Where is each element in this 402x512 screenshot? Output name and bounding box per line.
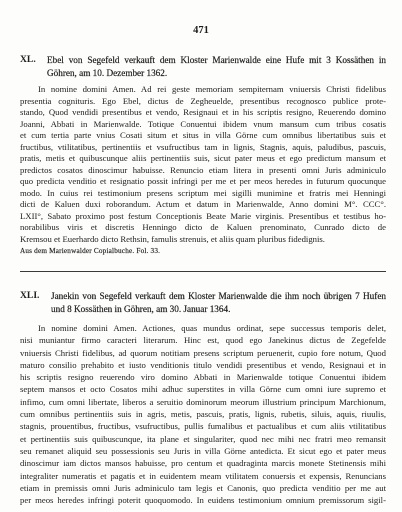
body-line: septem mansos et octo Cosatos mihi adhuc superstites in villa Görne cum omni iure supremo et — [20, 384, 386, 395]
body-line: etiam in premissis omni Juris adminiculo tam legis et Canonis, quo predicta venditio per me aut — [20, 482, 386, 493]
body-line: In nomine domini Amen. Ad rei geste memoriam sempiternam vniuersis Christi fidelibus — [38, 84, 386, 94]
section-number: XL. — [20, 54, 36, 65]
page-number: 471 — [193, 25, 209, 36]
body-line: pratis, metis et quibuscunque aliis pertinentiis suis, sicut pater meus et ego predictum mansum et — [20, 153, 386, 163]
body-line: vniuersis Christi fidelibus, ad quorum notitiam presens scriptum peruenerit, cupio fore notum, Quod — [20, 347, 386, 358]
section-number: XLI. — [20, 290, 40, 301]
body-line: infimo, cum omni libertate, liberos a seruitio dominorum meorum illustrium principum Marchionum, — [20, 396, 386, 407]
section-heading-line: Ebel von Segefeld verkauft dem Kloster Marienwalde eine Hufe mit 3 Kossäthen in — [47, 55, 386, 65]
source-note: Aus dem Marienwalder Copialbuche. Fol. 33. — [20, 247, 161, 255]
body-line: In nomine domini Amen. Actiones, quas mundus ordinat, sepe successus temporis delet, — [38, 323, 386, 333]
body-line: et cum tertia parte vnius Cosati situm et situs in villa Görne cum omnibus libertatibus suis et — [20, 130, 386, 140]
body-line: stagnis, prouentibus, fructibus, vsufructibus, pullis fumalibus et pactualibus et cum aliis vtilitatibus — [20, 421, 386, 432]
section-heading — [20, 54, 386, 79]
section-heading-line: Janekin von Segefeld verkauft dem Kloster Marienwalde die ihm noch übrigen 7 Hufen — [51, 291, 386, 301]
body-line: quo predicta venditio et resignatio possit infringi per me et per meos heredes in futurum quocunque — [20, 176, 386, 186]
section-heading-line: Göhren, am 10. Dezember 1362. — [47, 67, 168, 78]
section-heading — [20, 290, 386, 315]
section-heading-text — [47, 54, 386, 79]
body-line: modo. In cuius rei testimonium presens scriptum mei sigilli munimine et fratris mei Henningi — [20, 187, 386, 198]
body-line: predictos cosatos dinoscimur habuisse. Renuncio etiam litera in presenti omni Juris adminiculo — [20, 164, 386, 175]
body-line: et pertinentiis suis quibuscunque, ita plane et singulariter, quod nec mihi nec fratri meo remansit — [20, 433, 386, 444]
body-line: stando, Quod vendidi presentibus et vendo, Resignaui et in his scriptis resigno, Reuerendo domino — [20, 107, 386, 117]
body-line: integraliter numeratis et pagatis et in euidentem meam vtilitatem conuersis et expensis, Renuncians — [20, 470, 386, 481]
body-line: nisi muniantur firmo caracteri literarum. Hinc est, quod ego Janekinus dictus de Zegefelde — [20, 335, 386, 346]
body-line: his scriptis resigno reuerendo viro domino Abbati in Marienwalde totique Conuentui ibidem — [20, 372, 386, 383]
body-line: presentia cognituris. Ego Ebel, dictus de Zegheuelde, presentibus recognosco publice prote- — [20, 95, 386, 106]
section-heading-line: und 8 Kossäthen in Göhren, am 30. Januar 1364. — [51, 303, 231, 314]
body-line: Joanni, Abbati in Marienwalde. Totique Conuentui ibidem vnum mansum cum tribus cosatis — [20, 118, 386, 129]
body-line: dicti de Kaluen duxi roborandum. Actum et datum in Marienwalde, Anno domini M°. CCC°. — [20, 199, 386, 209]
body-line: Kremsou et Euerhardo dicto Rethsin, famulis strenuis, et aliis quam pluribus fidedignis. — [20, 233, 325, 244]
body-line: seu remanet aliquid seu possessionis seu Juris in villa Görne antedicta. Et sicut ego et pater meus — [20, 445, 386, 456]
body-line: per meos heredes infringi poterit quoquomodo. In euidens testimonium omnium premissorum sigil- — [20, 495, 386, 506]
section-divider — [20, 271, 386, 272]
body-line: LXII°, Sabato proximo post festum Conceptionis Beate Marie virginis. Presentibus et testibus ho- — [20, 210, 386, 221]
body-line: fructibus, vtilitatibus, pertinentiis et vsufructibus tam in lignis, Stagnis, aquis, paludibus, pascuis, — [20, 141, 386, 152]
body-line: maturo consilio prehabito et iusto venditionis titulo vendidi presentibus et vendo, Resignaui et in — [20, 359, 386, 370]
section-heading-text — [51, 290, 386, 315]
section-body — [20, 84, 386, 245]
section-body — [20, 322, 386, 506]
body-line: dinoscimur iam dictos mansos habuisse, pro centum et quadraginta marcis monete Stetinensis mihi — [20, 458, 386, 469]
body-line: norabilibus viris et discretis Henningo dicto de Kaluen prenominato, Cunrado dicto de — [20, 222, 386, 232]
body-line: cum omnibus pertinentiis suis in agris, metis, pascuis, pratis, lignis, rubetis, siluis, aquis, riuulis, — [20, 409, 386, 420]
